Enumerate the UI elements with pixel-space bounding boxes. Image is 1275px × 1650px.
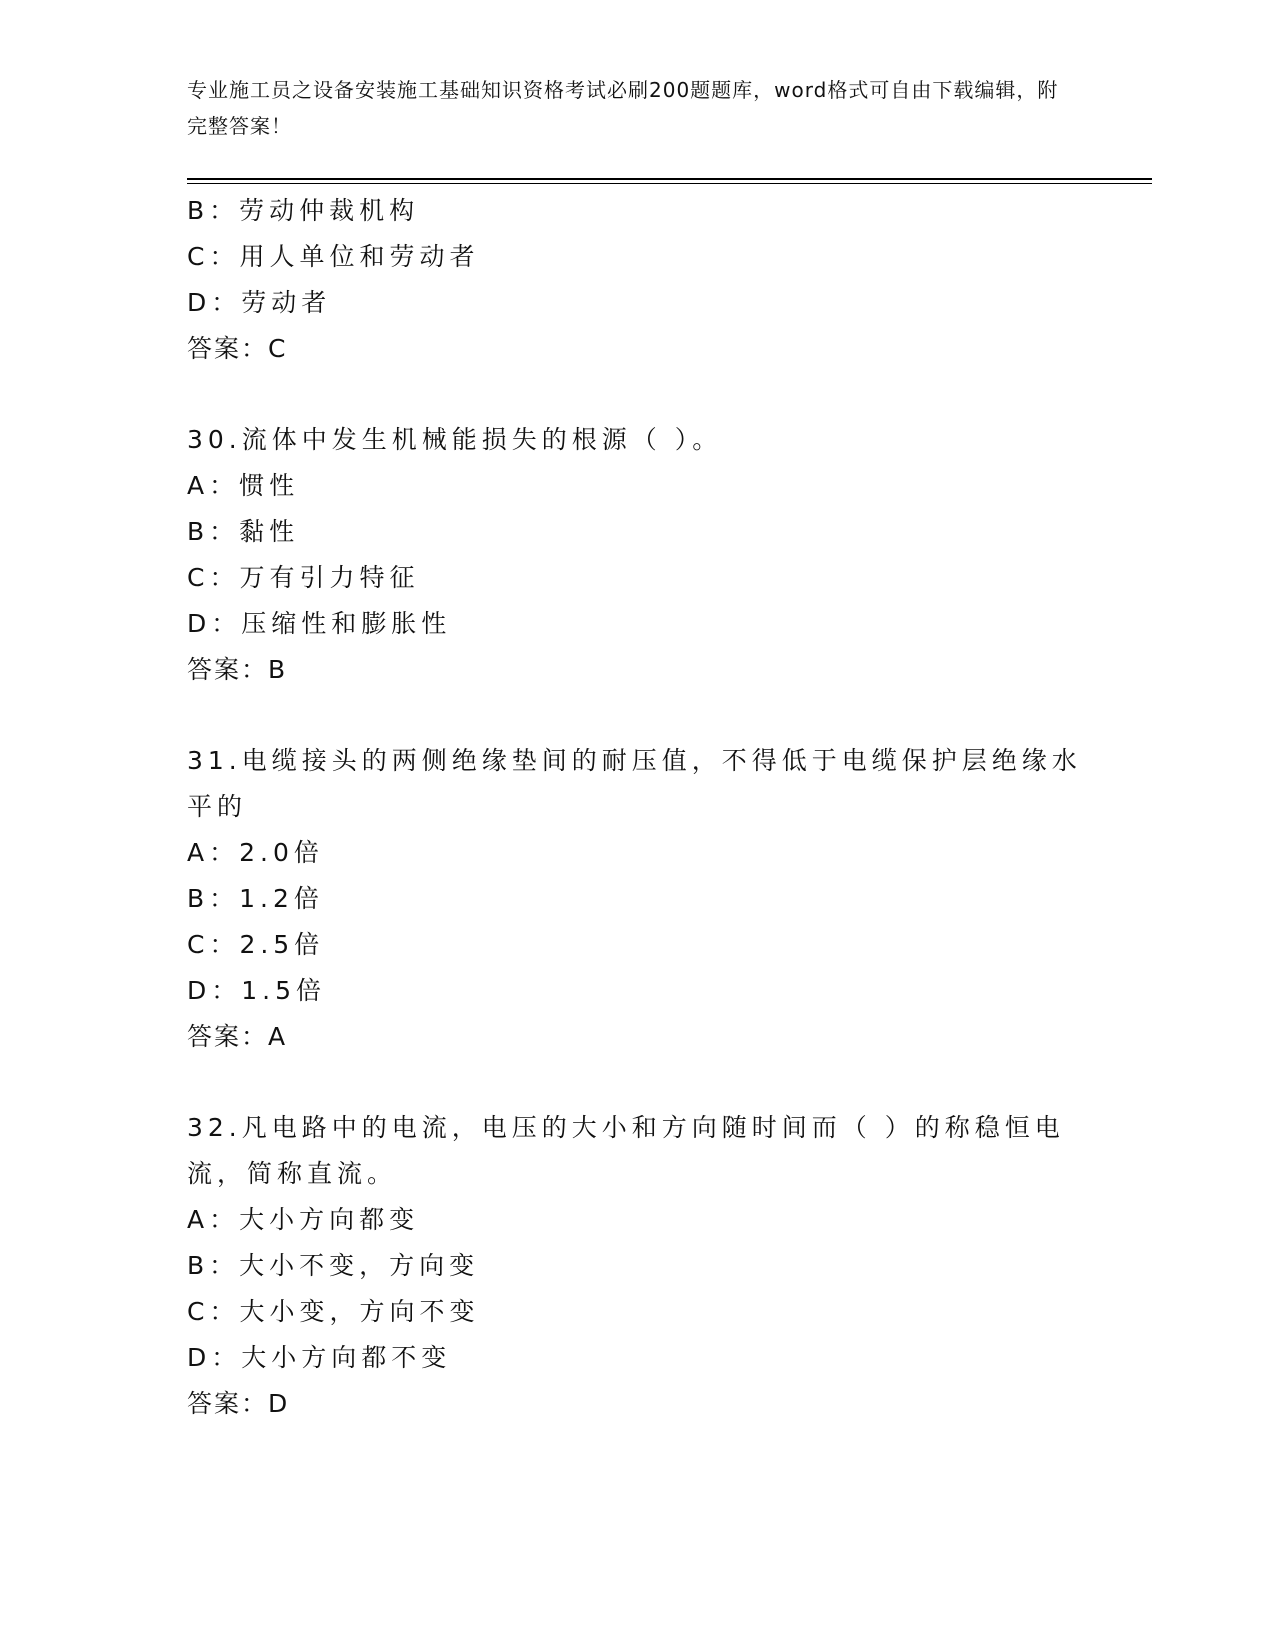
question-stem: 30.流体中发生机械能损失的根源（ ）。 bbox=[187, 425, 723, 454]
spacer bbox=[187, 372, 1087, 417]
question-stem: 31.电缆接头的两侧绝缘垫间的耐压值，不得低于电缆保护层绝缘水平的 bbox=[187, 746, 1082, 821]
question-32 bbox=[187, 1105, 1087, 1427]
option-b: B：1.2倍 bbox=[187, 884, 324, 913]
option-c: C：2.5倍 bbox=[187, 930, 325, 959]
option-c: C：大小变，方向不变 bbox=[187, 1297, 480, 1326]
option-a: A：惯性 bbox=[187, 471, 300, 500]
option-b: B：劳动仲裁机构 bbox=[187, 196, 420, 225]
option-c: C：万有引力特征 bbox=[187, 563, 420, 592]
option-d: D：劳动者 bbox=[187, 288, 332, 317]
option-c: C：用人单位和劳动者 bbox=[187, 242, 480, 271]
option-b: B：大小不变，方向变 bbox=[187, 1251, 480, 1280]
option-a: A：大小方向都变 bbox=[187, 1205, 420, 1234]
answer-line: 答案：C bbox=[187, 334, 288, 363]
option-d: D：大小方向都不变 bbox=[187, 1343, 452, 1372]
option-d: D：压缩性和膨胀性 bbox=[187, 609, 452, 638]
question-stem: 32.凡电路中的电流，电压的大小和方向随时间而（ ）的称稳恒电流，简称直流。 bbox=[187, 1113, 1065, 1188]
answer-line: 答案：D bbox=[187, 1389, 290, 1418]
answer-line: 答案：B bbox=[187, 655, 288, 684]
header-divider-thick bbox=[187, 178, 1152, 180]
spacer bbox=[187, 693, 1087, 738]
question-31 bbox=[187, 738, 1087, 1060]
option-d: D：1.5倍 bbox=[187, 976, 327, 1005]
spacer bbox=[187, 1060, 1087, 1105]
answer-line: 答案：A bbox=[187, 1022, 288, 1051]
question-list bbox=[187, 188, 1087, 1427]
question-30 bbox=[187, 417, 1087, 693]
option-a: A：2.0倍 bbox=[187, 838, 324, 867]
document-header: 专业施工员之设备安装施工基础知识资格考试必刷200题题库，word格式可自由下载编辑，附完整答案！ bbox=[187, 78, 1059, 138]
header-divider-thin bbox=[187, 183, 1152, 184]
question-29-continued bbox=[187, 188, 1087, 372]
option-b: B：黏性 bbox=[187, 517, 300, 546]
